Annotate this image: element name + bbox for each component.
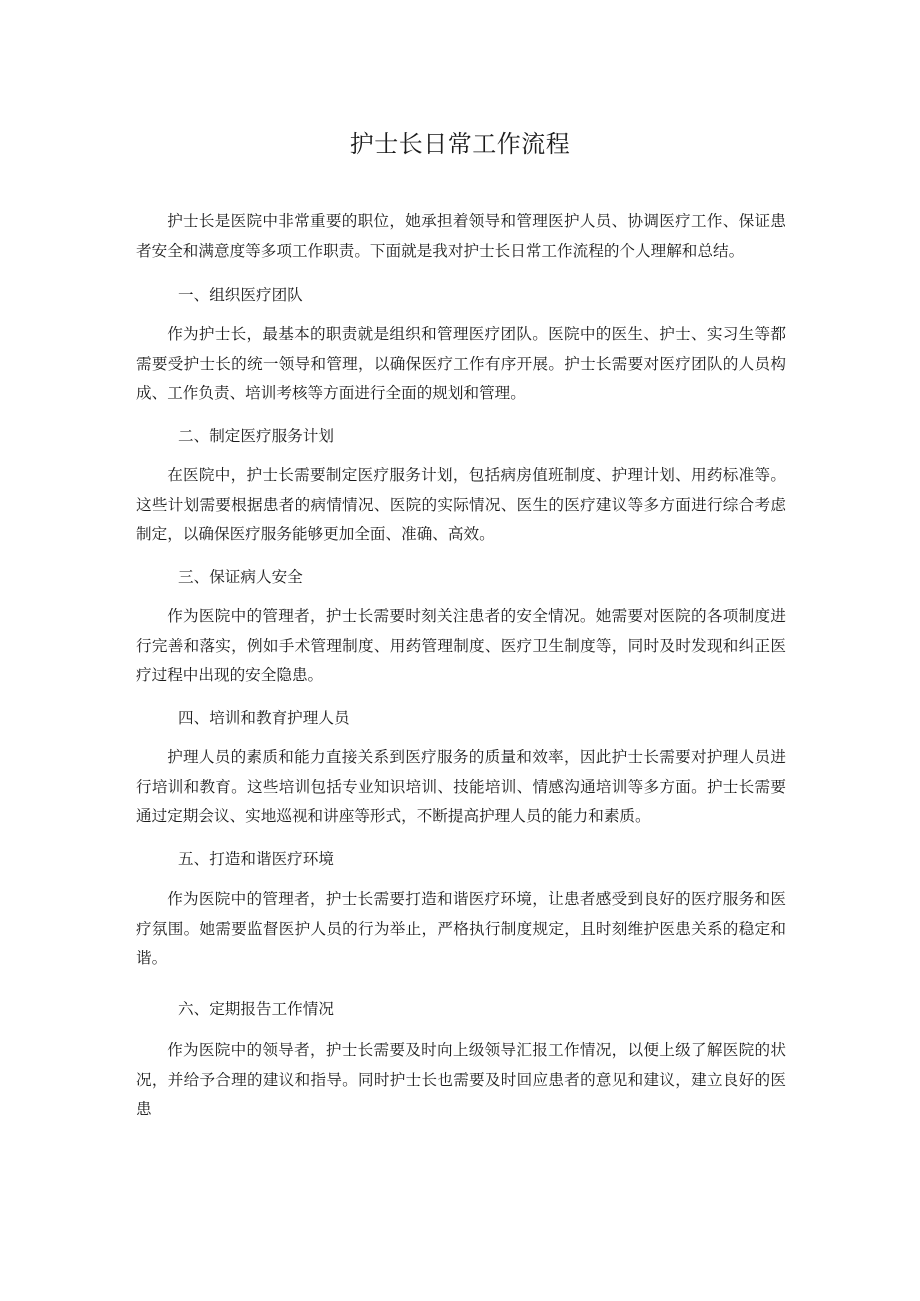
- section-heading-2: 二、制定医疗服务计划: [178, 427, 334, 445]
- section-heading-5: 五、打造和谐医疗环境: [178, 850, 334, 868]
- section-heading-6: 六、定期报告工作情况: [178, 1000, 334, 1018]
- section-heading-1: 一、组织医疗团队: [178, 286, 303, 304]
- section-body-4: 护理人员的素质和能力直接关系到医疗服务的质量和效率，因此护士长需要对护理人员进行培训和教育。这些培训包括专业知识培训、技能培训、情感沟通培训等多方面。护士长需要通过定期会议、实地巡视和讲座等形式，不断提高护理人员的能力和素质。: [136, 748, 786, 825]
- section-body-6: 作为医院中的领导者，护士长需要及时向上级领导汇报工作情况，以便上级了解医院的状况，并给予合理的建议和指导。同时护士长也需要及时回应患者的意见和建议，建立良好的医患: [136, 1041, 786, 1118]
- section-heading-4: 四、培训和教育护理人员: [178, 709, 350, 727]
- section-body-2: 在医院中，护士长需要制定医疗服务计划，包括病房值班制度、护理计划、用药标准等。这些计划需要根据患者的病情情况、医院的实际情况、医生的医疗建议等多方面进行综合考虑制定，以确保医疗服务能够更加全面、准确、高效。: [136, 466, 786, 543]
- page-title: 护士长日常工作流程: [349, 130, 571, 158]
- intro-paragraph: 护士长是医院中非常重要的职位，她承担着领导和管理医护人员、协调医疗工作、保证患者安全和满意度等多项工作职责。下面就是我对护士长日常工作流程的个人理解和总结。: [136, 212, 786, 260]
- section-body-1: 作为护士长，最基本的职责就是组织和管理医疗团队。医院中的医生、护士、实习生等都需要受护士长的统一领导和管理，以确保医疗工作有序开展。护士长需要对医疗团队的人员构成、工作负责、培训考核等方面进行全面的规划和管理。: [136, 325, 786, 402]
- section-body-5: 作为医院中的管理者，护士长需要打造和谐医疗环境，让患者感受到良好的医疗服务和医疗氛围。她需要监督医护人员的行为举止，严格执行制度规定，且时刻维护医患关系的稳定和谐。: [136, 890, 786, 967]
- section-body-3: 作为医院中的管理者，护士长需要时刻关注患者的安全情况。她需要对医院的各项制度进行完善和落实，例如手术管理制度、用药管理制度、医疗卫生制度等，同时及时发现和纠正医疗过程中出现的安全隐患。: [136, 607, 786, 684]
- section-heading-3: 三、保证病人安全: [178, 568, 303, 586]
